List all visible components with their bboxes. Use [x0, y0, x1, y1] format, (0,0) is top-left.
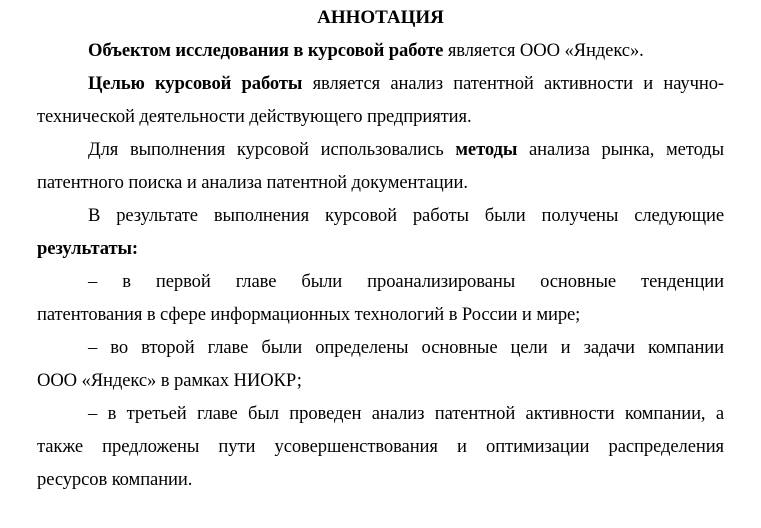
chapter-3-line-2: также предложены пути усовершенствования и оптимизации распределения [37, 436, 724, 457]
paragraph-methods-continuation [37, 166, 724, 199]
chapter-3-line-1: – в третьей главе был проведен анализ патентной активности компании, а [88, 403, 724, 424]
results-bold-text: результаты: [37, 238, 138, 259]
goal-line-1 [37, 67, 724, 100]
chapter-3-line-3: ресурсов компании. [37, 469, 193, 490]
results-intro-line-1: В результате выполнения курсовой работы были получены следующие [88, 205, 724, 226]
paragraph-chapter-3-continuation [37, 430, 724, 463]
document-title: АННОТАЦИЯ [317, 7, 444, 28]
chapter-1-line-1: – в первой главе были проанализированы основные тенденции [88, 271, 724, 292]
methods-line-2: патентного поиска и анализа патентной документации. [37, 172, 468, 193]
paragraph-object [37, 34, 724, 67]
methods-pre-text: Для выполнения курсовой использовались [88, 139, 456, 160]
methods-post-text: анализа рынка, методы [517, 139, 724, 160]
paragraph-chapter-1-continuation [37, 298, 724, 331]
goal-rest-text: является анализ патентной активности и научно- [302, 73, 724, 94]
object-rest-text: является ООО «Яндекс». [443, 40, 644, 61]
paragraph-methods [37, 133, 724, 166]
paragraph-chapter-2-continuation [37, 364, 724, 397]
object-bold-text: Объектом исследования в курсовой работе [88, 40, 444, 61]
paragraph-chapter-3-end [37, 463, 724, 496]
paragraph-chapter-1 [37, 265, 724, 298]
paragraph-chapter-2 [37, 331, 724, 364]
document-page [37, 2, 724, 496]
paragraph-goal-continuation [37, 100, 724, 133]
paragraph-goal [37, 67, 724, 100]
paragraph-results-heading [37, 232, 724, 265]
chapter-2-line-2: ООО «Яндекс» в рамках НИОКР; [37, 370, 302, 391]
chapter-1-line-2: патентования в сфере информационных технологий в России и мире; [37, 304, 581, 325]
goal-line-2: технической деятельности действующего предприятия. [37, 106, 472, 127]
chapter-2-line-1: – во второй главе были определены основные цели и задачи компании [88, 337, 724, 358]
paragraph-chapter-3 [37, 397, 724, 430]
goal-bold-text: Целью курсовой работы [88, 73, 303, 94]
paragraph-results-intro [37, 199, 724, 232]
methods-line-1 [37, 133, 724, 166]
methods-bold-text: методы [455, 139, 518, 160]
